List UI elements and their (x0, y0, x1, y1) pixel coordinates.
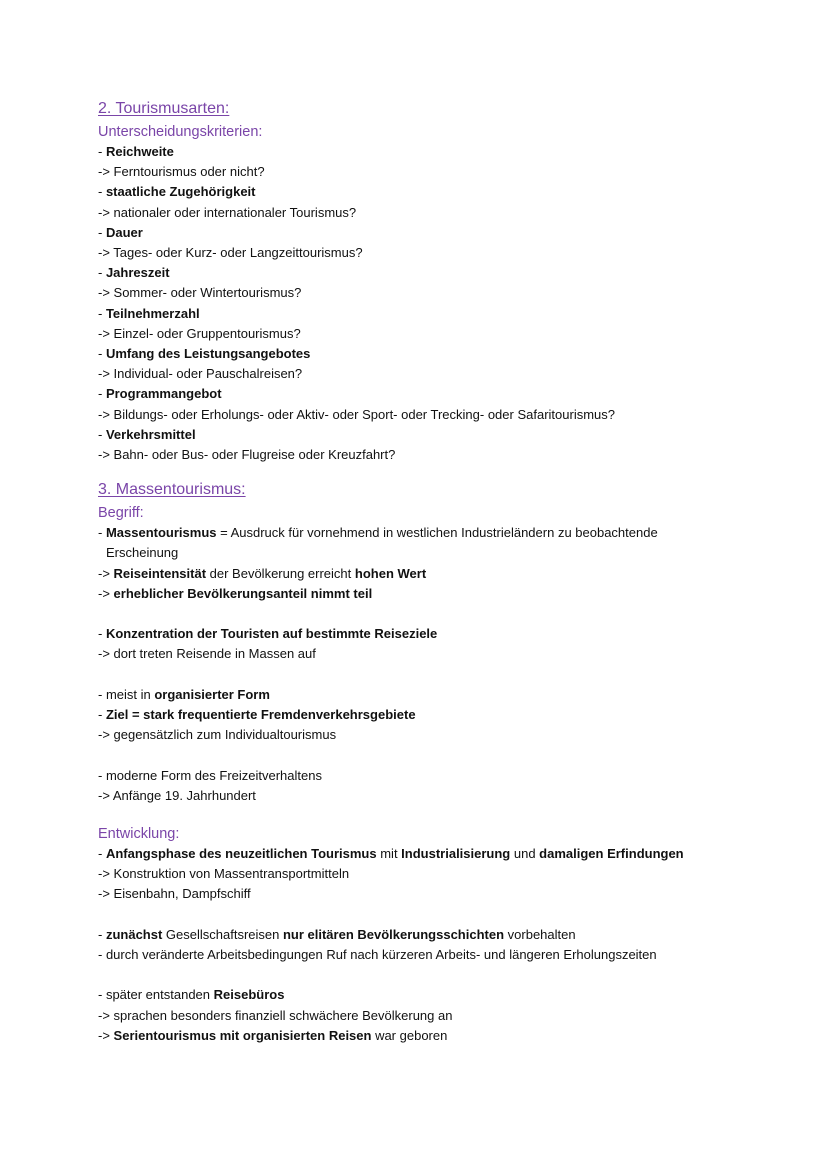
entwicklung-subheading: Entwicklung: (98, 826, 180, 843)
text-span: - (98, 846, 106, 862)
text-span: - (98, 707, 106, 723)
text-span: -> Sommer- oder Wintertourismus? (98, 285, 302, 301)
blank-line (98, 905, 788, 925)
text-line (98, 884, 788, 904)
text-span: -> (98, 565, 114, 581)
text-line (98, 344, 788, 364)
bold-term: Jahreszeit (105, 265, 170, 281)
text-span: - durch veränderte Arbeitsbedingungen Ruf nach kürzeren Arbeits- und längeren Erholungszeiten (98, 947, 657, 963)
blank-line (98, 665, 788, 685)
text-line (98, 223, 788, 243)
bold-term: Konzentration der Touristen auf bestimmte Reiseziele (105, 626, 438, 642)
text-span: - später entstanden (98, 987, 214, 1003)
text-span: - (98, 144, 106, 159)
text-span: -> Bahn- oder Bus- oder Flugreise oder Kreuzfahrt? (98, 447, 396, 463)
text-span: -> dort treten Reisende in Massen auf (98, 646, 316, 662)
text-line (98, 925, 788, 945)
text-line (98, 1006, 788, 1026)
text-span: Erscheinung (106, 545, 179, 561)
text-span: Gesellschaftsreisen (162, 926, 283, 942)
text-line (98, 786, 788, 806)
text-line (98, 543, 788, 563)
bold-term: erheblicher Bevölkerungsanteil nimmt teil (113, 585, 373, 601)
bold-term: Umfang des Leistungsangebotes (105, 346, 311, 362)
text-span: und (510, 846, 540, 862)
text-span: - moderne Form des Freizeitverhaltens (98, 767, 322, 783)
text-span: - (98, 224, 106, 240)
text-line (98, 624, 788, 644)
text-span: -> Einzel- oder Gruppentourismus? (98, 325, 301, 341)
text-line (98, 283, 788, 303)
text-line (98, 1026, 788, 1046)
bold-term: hohen Wert (354, 565, 427, 581)
text-line (98, 523, 788, 543)
begriff-subheading: Begriff: (98, 505, 144, 522)
text-line (98, 945, 788, 965)
bold-term: nur elitären Bevölkerungsschichten (282, 926, 505, 942)
text-span: -> sprachen besonders finanziell schwächere Bevölkerung an (98, 1007, 453, 1023)
bold-term: Teilnehmerzahl (105, 305, 200, 321)
text-span: -> Tages- oder Kurz- oder Langzeittourismus? (98, 245, 363, 261)
text-span: = Ausdruck für vornehmend in westlichen Industrieländern zu beobachtende (216, 525, 658, 541)
text-line (98, 584, 788, 604)
text-line (98, 685, 788, 705)
bold-term: Ziel = stark frequentierte Fremdenverkehrsgebiete (105, 707, 416, 723)
text-span: -> Konstruktion von Massentransportmitteln (98, 866, 350, 882)
document-content (98, 98, 788, 1046)
begriff-body (98, 523, 788, 806)
text-span: war geboren (371, 1027, 448, 1043)
bold-term: zunächst (105, 926, 163, 942)
bold-term: staatliche Zugehörigkeit (105, 184, 256, 200)
blank-line (98, 745, 788, 765)
bold-term: Anfangsphase des neuzeitlichen Tourismus (105, 846, 377, 862)
section-2-heading: 2. Tourismusarten: (98, 100, 230, 117)
text-span: - (98, 626, 106, 642)
text-line (98, 364, 788, 384)
text-span: -> Bildungs- oder Erholungs- oder Aktiv- oder Sport- oder Trecking- oder Safaritourismus? (98, 406, 615, 422)
text-line (98, 243, 788, 263)
text-line (98, 425, 788, 445)
text-line (98, 564, 788, 584)
text-line (98, 445, 788, 465)
text-line (98, 142, 788, 162)
bold-term: Verkehrsmittel (105, 426, 196, 442)
text-line (98, 705, 788, 725)
section-2-subheading: Unterscheidungskriterien: (98, 124, 263, 140)
blank-line (98, 965, 788, 985)
text-line (98, 182, 788, 202)
text-span: -> gegensätzlich zum Individualtourismus (98, 727, 337, 743)
text-span: - (98, 265, 106, 281)
text-line (98, 162, 788, 182)
text-span: - (98, 525, 106, 541)
text-span: - (98, 184, 106, 200)
text-span: - (98, 346, 106, 362)
text-line (98, 304, 788, 324)
text-span: - (98, 386, 106, 402)
bold-term: Programmangebot (105, 386, 222, 402)
text-span: - (98, 305, 106, 321)
text-line (98, 384, 788, 404)
section-3-heading: 3. Massentourismus: (98, 481, 246, 499)
text-line (98, 844, 788, 864)
text-span: -> nationaler oder internationaler Tourismus? (98, 204, 357, 220)
bold-term: Reichweite (105, 144, 174, 159)
bold-term: Reisebüros (213, 987, 285, 1003)
bold-term: Dauer (105, 224, 143, 240)
text-span: - (98, 426, 106, 442)
text-span: -> (98, 1027, 114, 1043)
text-span: -> Anfänge 19. Jahrhundert (98, 787, 256, 803)
text-span: -> Ferntourismus oder nicht? (98, 164, 265, 180)
text-span: - meist in (98, 686, 155, 702)
text-span: der Bevölkerung erreicht (206, 565, 355, 581)
text-line (98, 263, 788, 283)
entwicklung-body (98, 844, 788, 1046)
bold-term: Massentourismus (105, 525, 217, 541)
bold-term: Reiseintensität (113, 565, 207, 581)
text-line (98, 644, 788, 664)
text-line (98, 864, 788, 884)
section-2-body (98, 142, 788, 465)
bold-term: Serientourismus mit organisierten Reisen (113, 1027, 372, 1043)
bold-term: organisierter Form (154, 686, 270, 702)
text-span: -> (98, 585, 114, 601)
text-span: mit (376, 846, 402, 862)
text-span: -> Individual- oder Pauschalreisen? (98, 366, 303, 382)
bold-term: damaligen Erfindungen (539, 846, 684, 862)
text-line (98, 324, 788, 344)
bold-term: Industrialisierung (401, 846, 511, 862)
text-line (98, 725, 788, 745)
text-line (98, 203, 788, 223)
text-line (98, 405, 788, 425)
text-span: vorbehalten (504, 926, 576, 942)
text-line (98, 985, 788, 1005)
text-span: -> Eisenbahn, Dampfschiff (98, 886, 251, 902)
text-span: - (98, 926, 106, 942)
blank-line (98, 604, 788, 624)
text-line (98, 766, 788, 786)
